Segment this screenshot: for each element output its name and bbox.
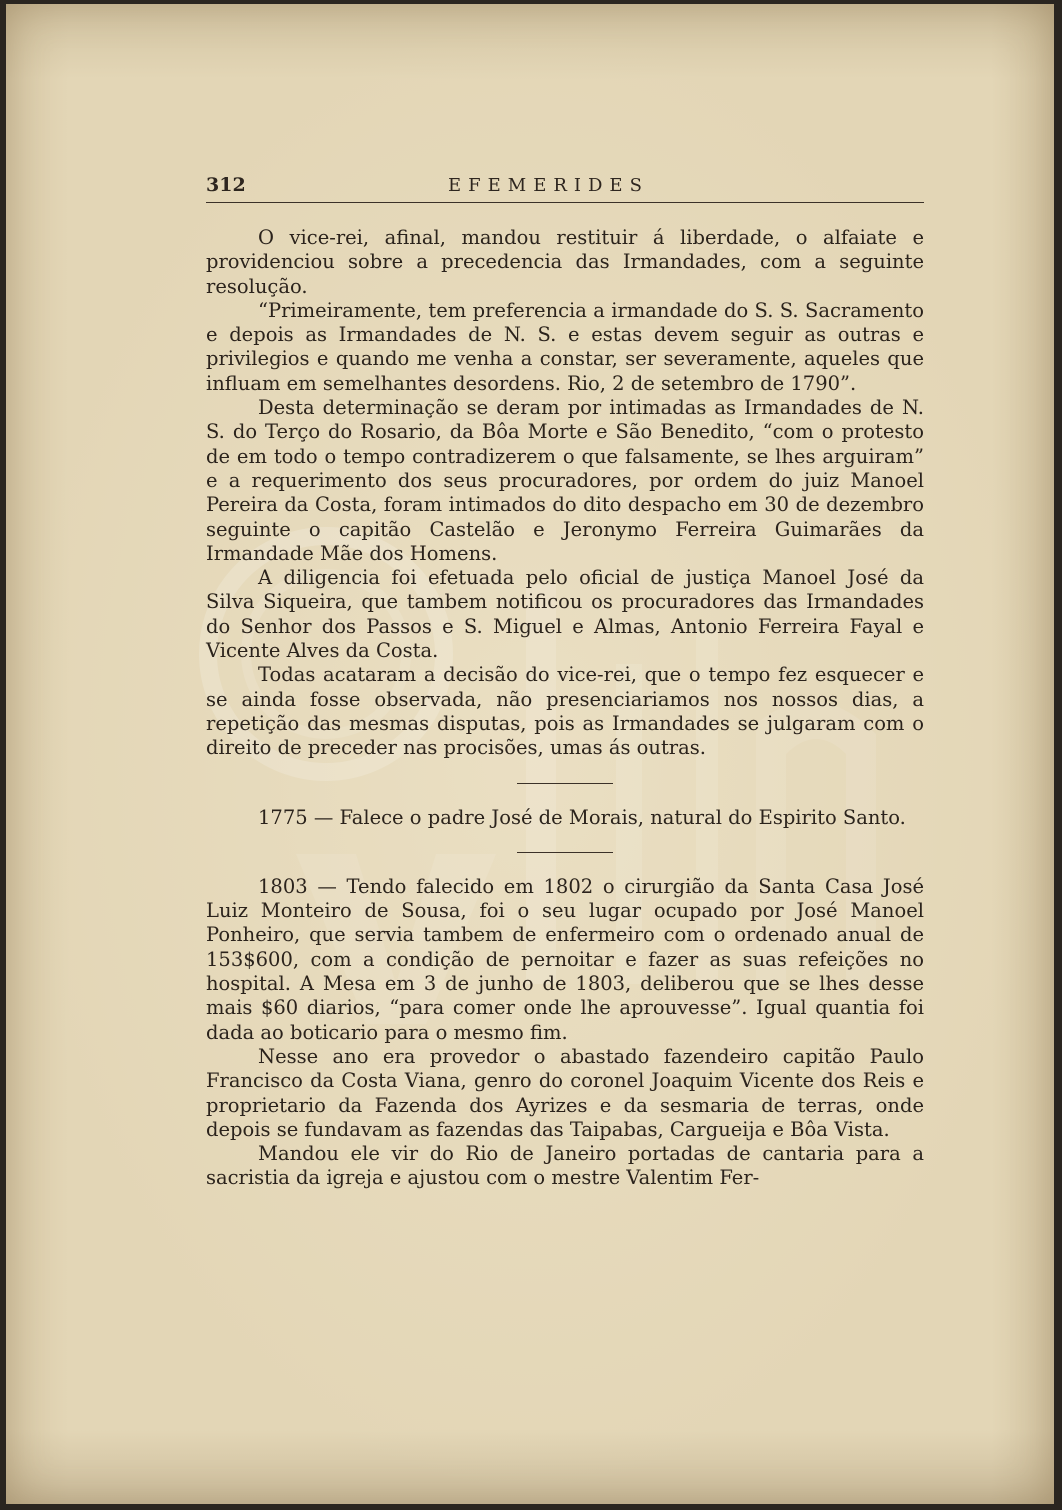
- body-text: [206, 226, 924, 1191]
- paragraph: 1775 — Falece o padre José de Morais, natural do Espirito Santo.: [258, 805, 906, 829]
- running-title: EFEMERIDES: [448, 175, 649, 196]
- page-header: [206, 172, 924, 203]
- paragraph: A diligencia foi efetuada pelo oficial de justiça Manoel José da Silva Siqueira, que tambem notificou os procuradores das Irmandades do Senhor dos Passos e S. Miguel e Almas, Antonio Ferreira Fayal e Vicente Alves da Costa.: [206, 566, 924, 663]
- paragraph: Desta determinação se deram por intimadas as Irmandades de N. S. do Terço do Rosario, da Bôa Morte e São Benedito, “com o protesto de em todo o tempo contradizerem o que falsamente, se lhes arguiram” e a requerimento dos seus procuradores, por ordem do juiz Manoel Pereira da Costa, foram intimados do dito despacho em 30 de dezembro seguinte o capitão Castelão e Jeronymo Ferreira Guimarães da Irmandade Mãe dos Homens.: [206, 396, 924, 565]
- paragraph: Todas acataram a decisão do vice-rei, que o tempo fez esquecer e se ainda fosse observada, não presenciariamos nos nossos dias, a repetição das mesmas disputas, pois as Irmandades se julgaram com o direito de preceder nas procisões, umas ás outras.: [206, 663, 924, 760]
- paragraph: O vice-rei, afinal, mandou restituir á liberdade, o alfaiate e providenciou sobre a precedencia das Irmandades, com a seguinte resolução.: [206, 226, 924, 298]
- paragraph: “Primeiramente, tem preferencia a irmandade do S. S. Sacramento e depois as Irmandades de N. S. e estas devem seguir as outras e privilegios e quando me venha a constar, ser severamente, aqueles que influam em semelhantes desordens. Rio, 2 de setembro de 1790”.: [206, 298, 924, 395]
- document-page: [6, 4, 1054, 1504]
- section-divider: [517, 852, 613, 853]
- section-divider: [517, 783, 613, 784]
- paragraph: Nesse ano era provedor o abastado fazendeiro capitão Paulo Francisco da Costa Viana, genro do coronel Joaquim Vicente dos Reis e proprietario da Fazenda dos Ayrizes e da sesmaria de terras, onde depois se fundavam as fazendas das Taipabas, Cargueija e Bôa Vista.: [206, 1044, 924, 1141]
- page-number: 312: [206, 174, 246, 196]
- paragraph: Mandou ele vir do Rio de Janeiro portadas de cantaria para a sacristia da igreja e ajustou com o mestre Valentim Fer-: [206, 1142, 924, 1190]
- paragraph: 1803 — Tendo falecido em 1802 o cirurgião da Santa Casa José Luiz Monteiro de Sousa, foi o seu lugar ocupado por José Manoel Ponheiro, que servia tambem de enfermeiro com o ordenado anual de 153$600, com a condição de pernoitar e fazer as suas refeições no hospital. A Mesa em 3 de junho de 1803, deliberou que se lhes desse mais $60 diarios, “para comer onde lhe aprouvesse”. Igual quantia foi dada ao boticario para o mesmo fim.: [206, 874, 924, 1044]
